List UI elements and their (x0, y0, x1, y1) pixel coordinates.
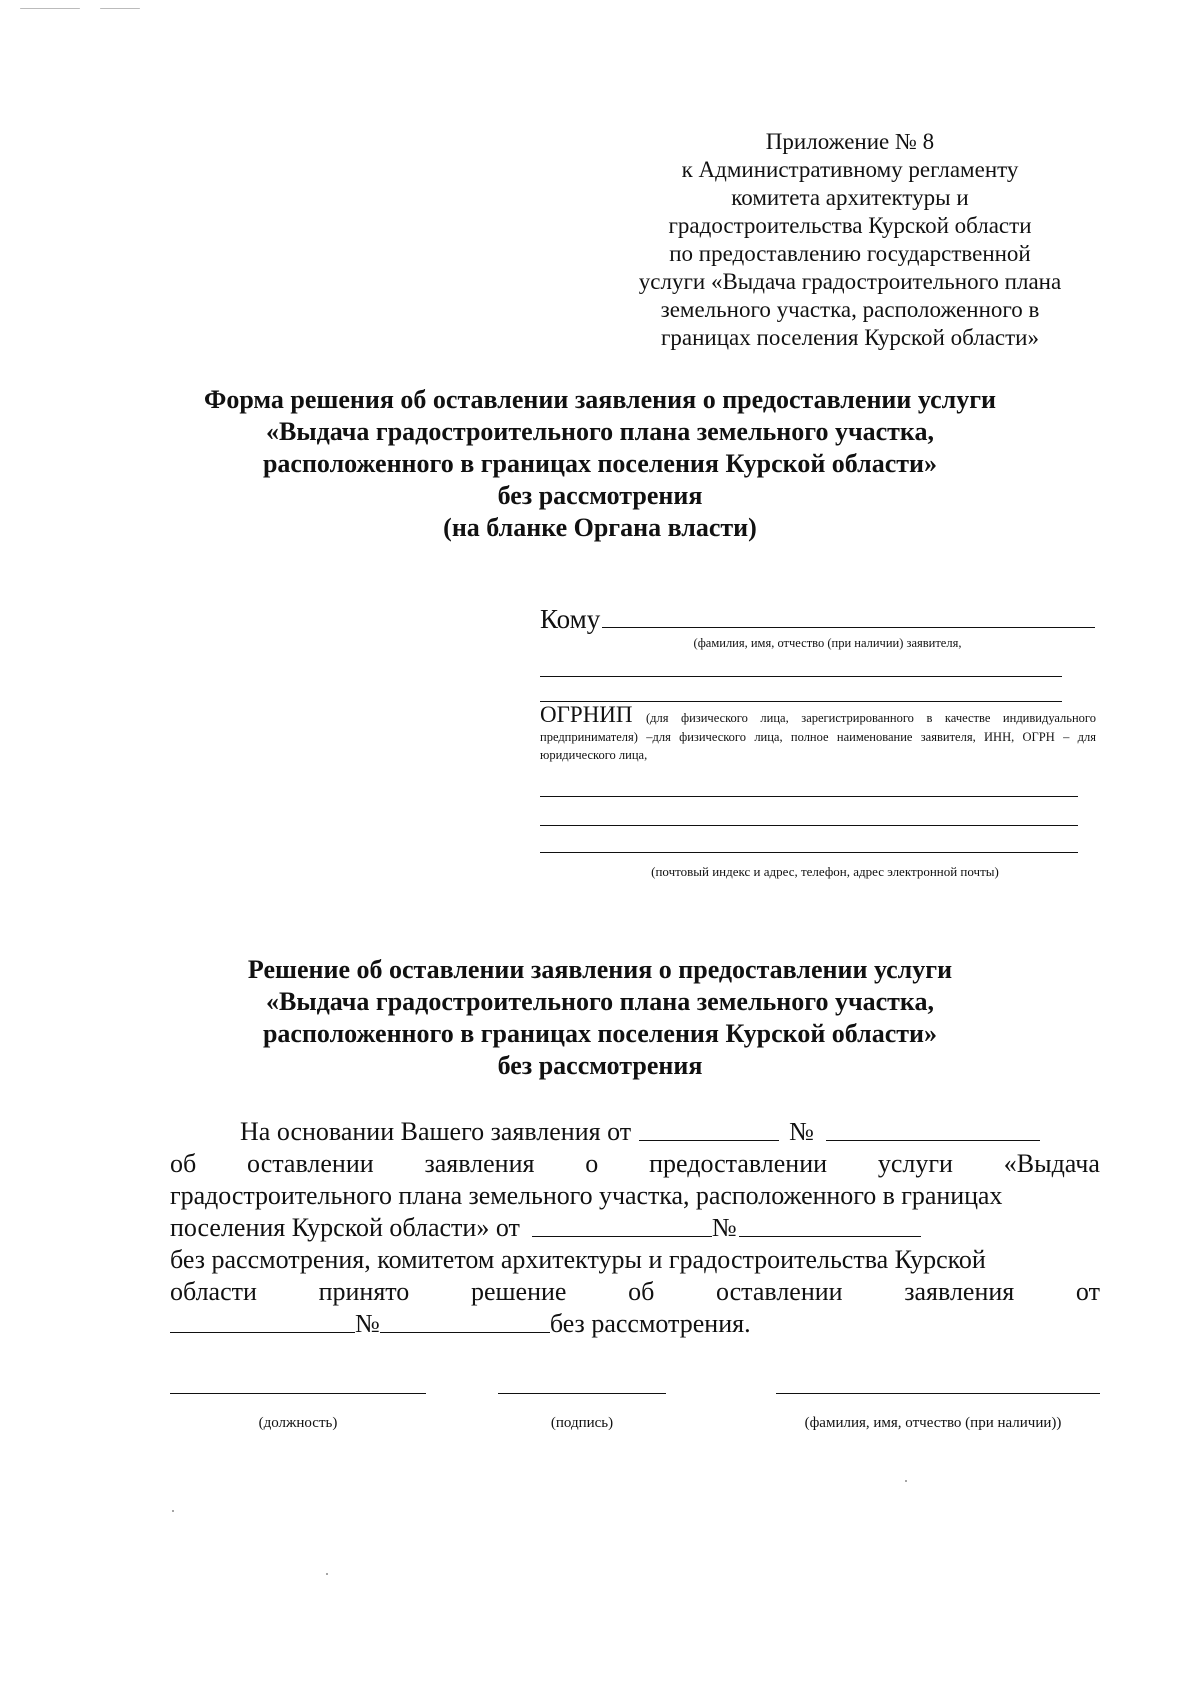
position-label: (должность) (258, 1415, 338, 1431)
body-word: от (1075, 1277, 1100, 1306)
body-text: На основании Вашего заявления от (240, 1117, 632, 1146)
body-text: без рассмотрения, комитетом архитектуры и градостроительства Курской (170, 1245, 986, 1274)
number-sign: № (355, 1309, 380, 1338)
appendix-line: градостроительства Курской области (668, 213, 1032, 238)
scan-speck (326, 1573, 328, 1575)
body-word: заявления (904, 1277, 1015, 1306)
position-line[interactable] (170, 1393, 426, 1394)
appendix-line: границах поселения Курской области» (660, 325, 1039, 350)
name-hint: (фамилия, имя, отчество (при наличии) заявителя, (693, 636, 962, 650)
signature-line[interactable] (498, 1393, 666, 1394)
scan-artifact (20, 8, 80, 9)
body-text: поселения Курской области» от (170, 1213, 520, 1242)
name-label: (фамилия, имя, отчество (при наличии)) (804, 1415, 1062, 1431)
body-word: «Выдача (1003, 1149, 1100, 1178)
body-word: об (628, 1277, 655, 1306)
komu-field[interactable] (602, 627, 1095, 628)
body-text: без рассмотрения. (549, 1309, 751, 1338)
body-word: об (170, 1149, 197, 1178)
decision-title (100, 954, 1100, 1082)
ogrnip-block (540, 702, 1096, 764)
form-title-line: «Выдача градостроительного плана земельного участка, (265, 417, 934, 446)
scan-artifact (100, 8, 140, 9)
decision-title-line: «Выдача градостроительного плана земельного участка, (265, 987, 934, 1016)
appendix-line: к Административному регламенту (681, 157, 1019, 182)
request-date-field[interactable] (532, 1236, 712, 1237)
appendix-line: услуги «Выдача градостроительного плана (638, 269, 1062, 294)
komu-label: Кому (540, 604, 601, 634)
name-line[interactable] (776, 1393, 1100, 1394)
appendix-line: по предоставлению государственной (669, 241, 1031, 266)
address-line-3[interactable] (540, 852, 1078, 853)
appendix-line: земельного участка, расположенного в (660, 297, 1040, 322)
form-title-line: расположенного в границах поселения Курской области» (262, 449, 938, 478)
appendix-line: комитета архитектуры и (731, 185, 969, 210)
decision-title-line: Решение об оставлении заявления о предоставлении услуги (247, 955, 953, 984)
body-word: оставлении (247, 1149, 374, 1178)
body-word: принято (318, 1277, 410, 1306)
body-word: услуги (877, 1149, 953, 1178)
body-word: заявления (424, 1149, 535, 1178)
application-number-field[interactable] (826, 1140, 1040, 1141)
form-title-line: (на бланке Органа власти) (443, 513, 757, 542)
request-number-field[interactable] (739, 1236, 921, 1237)
body-word: оставлении (715, 1277, 843, 1306)
decision-title-line: без рассмотрения (497, 1051, 703, 1080)
ogrnip-hint: (для физического лица, зарегистрированного в качестве индивидуального предпринимателя) –для физического лица, полное наименование заявителя, ИНН, ОГРН – для юридического лица, (540, 711, 1097, 762)
ogrnip-label: ОГРНИП (540, 702, 633, 727)
scan-speck (172, 1510, 174, 1512)
decision-body (170, 1116, 1100, 1340)
decision-title-line: расположенного в границах поселения Курской области» (262, 1019, 938, 1048)
scan-speck (905, 1480, 907, 1482)
appendix-line: Приложение № 8 (765, 129, 935, 154)
form-title-line: без рассмотрения (497, 481, 703, 510)
body-word: предоставлении (649, 1149, 828, 1178)
address-line-1[interactable] (540, 796, 1078, 797)
recipient-block (540, 600, 1095, 651)
recipient-line-1[interactable] (540, 676, 1062, 677)
body-text: градостроительного плана земельного участка, расположенного в границах (170, 1181, 1003, 1210)
signature-label: (подпись) (550, 1415, 614, 1431)
body-word: области (170, 1277, 257, 1306)
decision-date-field[interactable] (170, 1332, 355, 1333)
application-date-field[interactable] (639, 1140, 779, 1141)
form-title (100, 384, 1100, 544)
appendix-header (600, 128, 1100, 352)
number-sign: № (711, 1213, 737, 1242)
decision-number-field[interactable] (380, 1332, 550, 1333)
form-title-line: Форма решения об оставлении заявления о предоставлении услуги (203, 385, 996, 414)
address-line-2[interactable] (540, 825, 1078, 826)
number-sign: № (789, 1117, 814, 1146)
address-hint: (почтовый индекс и адрес, телефон, адрес электронной почты) (651, 864, 999, 879)
body-word: решение (470, 1277, 567, 1306)
body-word: о (585, 1149, 599, 1178)
